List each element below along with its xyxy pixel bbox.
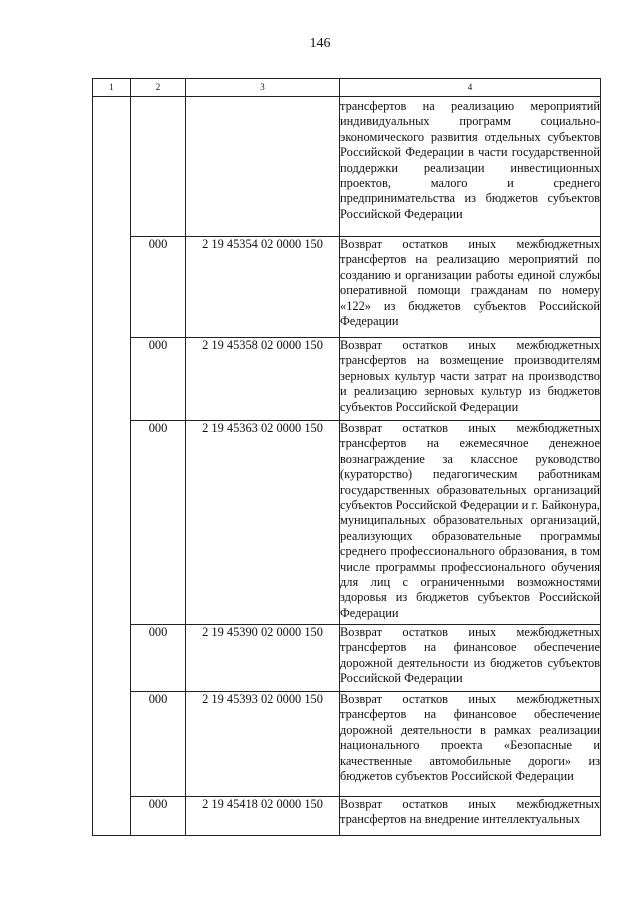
admin-code: 000	[131, 797, 186, 836]
table-row	[93, 338, 601, 421]
group-cell	[93, 97, 131, 836]
admin-code: 000	[131, 338, 186, 421]
column-header-4: 4	[340, 79, 601, 97]
column-header-2: 2	[131, 79, 186, 97]
row-description: Возврат остатков иных межбюджетных трансфертов на финансовое обеспечение дорожной деятельности из бюджетов субъектов Российской Федерации	[340, 625, 601, 692]
page-number: 146	[309, 36, 331, 51]
budget-code: 2 19 45363 02 0000 150	[186, 421, 340, 625]
budget-code: 2 19 45358 02 0000 150	[186, 338, 340, 421]
row-description: Возврат остатков иных межбюджетных трансфертов на внедрение интеллектуальных	[340, 797, 601, 836]
table-row-continuation	[93, 97, 601, 237]
row-description: Возврат остатков иных межбюджетных трансфертов на реализацию мероприятий по созданию и организации работы единой службы оперативной помощи гражданам по номеру «122» из бюджетов субъектов Российской Федерации	[340, 237, 601, 338]
admin-code: 000	[131, 625, 186, 692]
table-row	[93, 692, 601, 797]
admin-cell-empty	[131, 97, 186, 237]
column-header-1: 1	[93, 79, 131, 97]
table-row	[93, 625, 601, 692]
code-cell-empty	[186, 97, 340, 237]
budget-code: 2 19 45390 02 0000 150	[186, 625, 340, 692]
admin-code: 000	[131, 692, 186, 797]
column-header-3: 3	[186, 79, 340, 97]
budget-code: 2 19 45418 02 0000 150	[186, 797, 340, 836]
budget-classification-table	[92, 78, 601, 836]
row-description: Возврат остатков иных межбюджетных трансфертов на ежемесячное денежное вознаграждение за классное руководство (кураторство) педагогическим работникам государственных образовательных организаций субъектов Российской Федерации и г. Байконура, муниципальных образовательных организаций, реализующих образовательные программы среднего профессионального образования, в том числе программы профессионального обучения для лиц с ограниченными возможностями здоровья из бюджетов субъектов Российской Федерации	[340, 421, 601, 625]
budget-code: 2 19 45354 02 0000 150	[186, 237, 340, 338]
table-row	[93, 421, 601, 625]
table-row	[93, 797, 601, 836]
table-row	[93, 237, 601, 338]
table-header-row	[93, 79, 601, 97]
admin-code: 000	[131, 421, 186, 625]
admin-code: 000	[131, 237, 186, 338]
row-description: Возврат остатков иных межбюджетных трансфертов на возмещение производителям зерновых культур части затрат на производство и реализацию зерновых культур из бюджетов субъектов Российской Федерации	[340, 338, 601, 421]
continuation-description: трансфертов на реализацию мероприятий индивидуальных программ социально-экономического развития отдельных субъектов Российской Федерации в части государственной поддержки реализации инвестиционных проектов, малого и среднего предпринимательства из бюджетов субъектов Российской Федерации	[340, 97, 601, 237]
budget-code: 2 19 45393 02 0000 150	[186, 692, 340, 797]
row-description: Возврат остатков иных межбюджетных трансфертов на финансовое обеспечение дорожной деятельности в рамках реализации национального проекта «Безопасные и качественные автомобильные дороги» из бюджетов субъектов Российской Федерации	[340, 692, 601, 797]
